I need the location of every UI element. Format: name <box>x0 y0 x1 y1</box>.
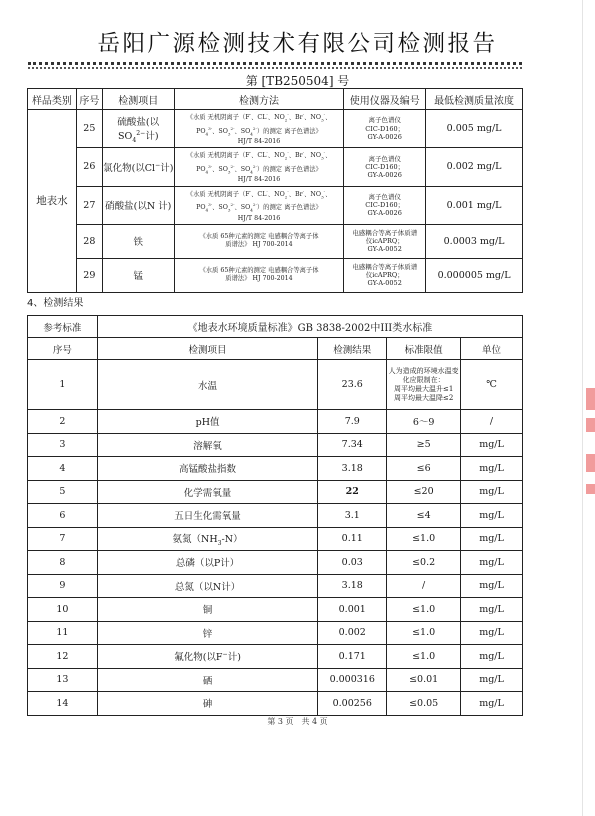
result-row <box>28 692 523 716</box>
methods-row <box>28 186 523 224</box>
result-row-no: 2 <box>28 410 98 434</box>
reference-label: 参考标准 <box>28 316 98 338</box>
result-row-item: 硒 <box>97 668 317 692</box>
result-row-item: 化学需氧量 <box>97 480 317 504</box>
result-row <box>28 574 523 598</box>
result-row <box>28 504 523 528</box>
result-row-item: 总氮（以N计） <box>97 574 317 598</box>
header-result-unit: 单位 <box>461 338 523 360</box>
result-row-unit: mg/L <box>461 645 523 669</box>
title-divider-secondary <box>28 67 522 69</box>
header-result-item: 检测项目 <box>97 338 317 360</box>
result-row-limit: ≤6 <box>387 457 461 481</box>
result-row-item: pH值 <box>97 410 317 434</box>
header-result-no: 序号 <box>28 338 98 360</box>
result-row-value: 23.6 <box>318 360 387 410</box>
header-instrument: 使用仪器及编号 <box>344 89 426 110</box>
method-row-item: 硝酸盐(以N 计) <box>102 186 174 224</box>
method-row-min-concentration: 0.002 mg/L <box>426 148 523 186</box>
header-item: 检测项目 <box>102 89 174 110</box>
result-row-value: 22 <box>318 480 387 504</box>
result-row-value: 0.002 <box>318 621 387 645</box>
reference-standard-row <box>28 316 523 338</box>
result-row <box>28 598 523 622</box>
header-result-value: 检测结果 <box>318 338 387 360</box>
result-row <box>28 645 523 669</box>
result-row-no: 7 <box>28 527 98 551</box>
result-row-limit: ≤0.2 <box>387 551 461 575</box>
result-row-value: 0.00256 <box>318 692 387 716</box>
result-row-unit: ℃ <box>461 360 523 410</box>
result-row-limit: ≤1.0 <box>387 621 461 645</box>
reference-standard: 《地表水环境质量标准》GB 3838-2002中III类水标准 <box>97 316 522 338</box>
result-row-item: 氨氮$(NH_3-N)$ <box>97 527 317 551</box>
result-row-limit: ≤0.05 <box>387 692 461 716</box>
result-row-value: 0.171 <box>318 645 387 669</box>
method-row-no: 27 <box>76 186 102 224</box>
result-row-unit: mg/L <box>461 621 523 645</box>
method-row-instrument: 离子色谱仪 CIC-D160； GY-A-0026 <box>344 110 426 148</box>
result-row-unit: mg/L <box>461 692 523 716</box>
report-number: 第 [TB250504] 号 <box>245 74 350 88</box>
result-row-no: 3 <box>28 433 98 457</box>
header-sample-category: 样品类别 <box>28 89 77 110</box>
methods-table <box>27 88 523 293</box>
result-row-value: 3.18 <box>318 574 387 598</box>
result-row-unit: mg/L <box>461 457 523 481</box>
result-row-no: 11 <box>28 621 98 645</box>
result-row-no: 13 <box>28 668 98 692</box>
method-row-instrument: 离子色谱仪 CIC-D160； GY-A-0026 <box>344 186 426 224</box>
methods-header-row <box>28 89 523 110</box>
method-row-no: 29 <box>76 258 102 292</box>
method-row-min-concentration: 0.000005 mg/L <box>426 258 523 292</box>
result-row <box>28 621 523 645</box>
result-row-no: 4 <box>28 457 98 481</box>
header-method: 检测方法 <box>174 89 344 110</box>
result-row-limit: ≤1.0 <box>387 645 461 669</box>
result-row-no: 8 <box>28 551 98 575</box>
result-row-item: 高锰酸盐指数 <box>97 457 317 481</box>
result-row-unit: mg/L <box>461 504 523 528</box>
result-row-item: 砷 <box>97 692 317 716</box>
method-row-item: 锰 <box>102 258 174 292</box>
header-min-concentration: 最低检测质量浓度 <box>426 89 523 110</box>
method-row-method: 《水质 无机阴离子（F-、CL-、$NO_2^-$、Br-、$NO_3^-$、$PO_4^{3-}$、$SO_3^{2-}$、$SO_4^{2-}$）的测定 离子色谱法》 HJ/T 84-2016 <box>174 186 344 224</box>
result-row-limit: ≤20 <box>387 480 461 504</box>
result-row-unit: / <box>461 410 523 434</box>
result-row-limit: ≤0.01 <box>387 668 461 692</box>
report-title: 岳阳广源检测技术有限公司检测报告 <box>97 31 498 57</box>
result-row-limit: ≤4 <box>387 504 461 528</box>
result-row-value: 0.03 <box>318 551 387 575</box>
result-row-unit: mg/L <box>461 598 523 622</box>
methods-row <box>28 258 523 292</box>
method-row-method: 《水质 无机阴离子（F-、CL-、$NO_2^-$、Br-、$NO_3^-$、$PO_4^{3-}$、$SO_3^{2-}$、$SO_4^{2-}$）的测定 离子色谱法》 HJ/T 84-2016 <box>174 110 344 148</box>
sample-category: 地表水 <box>28 110 77 293</box>
method-row-method: 《水质 65种元素的测定 电感耦合等离子体 质谱法》 HJ 700-2014 <box>174 258 344 292</box>
result-row-unit: mg/L <box>461 527 523 551</box>
result-row-item: 溶解氧 <box>97 433 317 457</box>
result-row <box>28 410 523 434</box>
result-row-item: 铜 <box>97 598 317 622</box>
section-title: 4、检测结果 <box>27 298 84 309</box>
result-row-unit: mg/L <box>461 480 523 504</box>
result-row-no: 5 <box>28 480 98 504</box>
method-row-method: 《水质 65种元素的测定 电感耦合等离子体 质谱法》 HJ 700-2014 <box>174 224 344 258</box>
header-result-limit: 标准限值 <box>387 338 461 360</box>
result-row-item: 五日生化需氧量 <box>97 504 317 528</box>
result-row <box>28 480 523 504</box>
result-row <box>28 433 523 457</box>
result-row-value: 3.1 <box>318 504 387 528</box>
result-row-no: 6 <box>28 504 98 528</box>
method-row-min-concentration: 0.001 mg/L <box>426 186 523 224</box>
results-header-row <box>28 338 523 360</box>
result-row-limit: 6～9 <box>387 410 461 434</box>
result-row-no: 12 <box>28 645 98 669</box>
result-row-no: 1 <box>28 360 98 410</box>
result-row <box>28 551 523 575</box>
result-row-no: 10 <box>28 598 98 622</box>
result-row-no: 14 <box>28 692 98 716</box>
result-row <box>28 527 523 551</box>
result-row-item: 总磷（以P计） <box>97 551 317 575</box>
header-no: 序号 <box>76 89 102 110</box>
result-row-value: 7.34 <box>318 433 387 457</box>
method-row-min-concentration: 0.005 mg/L <box>426 110 523 148</box>
methods-row <box>28 110 523 148</box>
methods-row <box>28 148 523 186</box>
result-row-limit: ≤1.0 <box>387 527 461 551</box>
seal-edge-mark <box>586 380 595 510</box>
method-row-instrument: 离子色谱仪 CIC-D160； GY-A-0026 <box>344 148 426 186</box>
title-divider <box>28 62 522 65</box>
result-row-limit: ≥5 <box>387 433 461 457</box>
method-row-min-concentration: 0.0003 mg/L <box>426 224 523 258</box>
result-row-limit: 人为造成的环境水温变 化应限制在： 周平均最大温升≤1 周平均最大温降≤2 <box>387 360 461 410</box>
scan-margin-line <box>582 0 583 816</box>
method-row-no: 25 <box>76 110 102 148</box>
results-table <box>27 315 523 716</box>
result-row-unit: mg/L <box>461 551 523 575</box>
result-row-value: 0.000316 <box>318 668 387 692</box>
result-row-value: 7.9 <box>318 410 387 434</box>
result-row-limit: ≤1.0 <box>387 598 461 622</box>
result-row <box>28 457 523 481</box>
result-row <box>28 360 523 410</box>
method-row-item: 铁 <box>102 224 174 258</box>
method-row-item: 硫酸盐(以$SO_4^{2-}$计) <box>102 110 174 148</box>
result-row-item: 锌 <box>97 621 317 645</box>
method-row-no: 28 <box>76 224 102 258</box>
result-row-unit: mg/L <box>461 433 523 457</box>
method-row-method: 《水质 无机阴离子（F-、CL-、$NO_2^-$、Br-、$NO_3^-$、$PO_4^{3-}$、$SO_3^{2-}$、$SO_4^{2-}$）的测定 离子色谱法》 HJ/T 84-2016 <box>174 148 344 186</box>
method-row-instrument: 电感耦合等离子体质谱 仪icAPRQ； GY-A-0052 <box>344 258 426 292</box>
method-row-instrument: 电感耦合等离子体质谱 仪icAPRQ； GY-A-0052 <box>344 224 426 258</box>
page-footer: 第 3 页 共 4 页 <box>267 717 328 726</box>
method-row-no: 26 <box>76 148 102 186</box>
result-row-unit: mg/L <box>461 668 523 692</box>
result-row-unit: mg/L <box>461 574 523 598</box>
methods-row <box>28 224 523 258</box>
result-row-no: 9 <box>28 574 98 598</box>
result-row-item: 氟化物(以F−计) <box>97 645 317 669</box>
method-row-item: 氯化物(以Cl−计) <box>102 148 174 186</box>
result-row-limit: / <box>387 574 461 598</box>
result-row-value: 0.001 <box>318 598 387 622</box>
result-row-value: 0.11 <box>318 527 387 551</box>
result-row-value: 3.18 <box>318 457 387 481</box>
result-row-item: 水温 <box>97 360 317 410</box>
result-row <box>28 668 523 692</box>
